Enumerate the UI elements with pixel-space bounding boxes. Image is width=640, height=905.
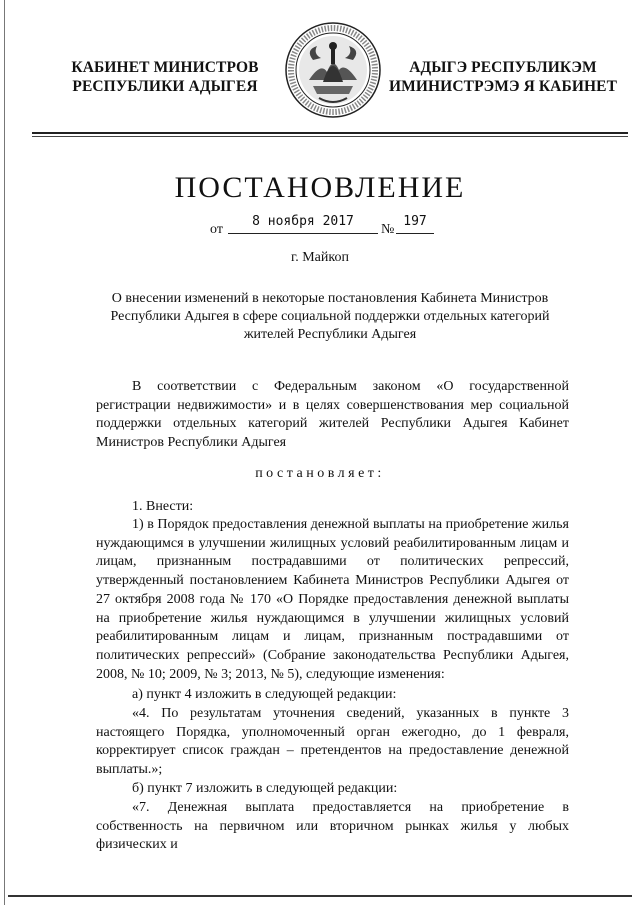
header-rule <box>32 132 628 134</box>
subitem-b-text: «7. Денежная выплата предоставляется на приобретение в собственность на первичном или вторичном рынках жилья у любых физических и <box>96 800 569 853</box>
number-sign: № <box>381 222 395 237</box>
coat-of-arms-emblem <box>283 20 383 120</box>
header-right <box>388 58 618 96</box>
scan-bottom-edge <box>8 895 632 897</box>
preamble-paragraph: В соответствии с Федеральным законом «О государственной регистрации недвижимости» и в целях совершенствования мер социальной поддержки отдельных категорий жителей Республики Адыгея Кабинет Министров Республики Адыгея <box>96 379 569 451</box>
date-prefix: от <box>210 222 223 237</box>
document-number: 197 <box>396 214 434 234</box>
header-left-line1: КАБИНЕТ МИНИСТРОВ <box>71 59 259 76</box>
decree-word: постановляет: <box>255 466 385 481</box>
header-right-line1: АДЫГЭ РЕСПУБЛИКЭМ <box>409 59 597 76</box>
header-left-line2: РЕСПУБЛИКИ АДЫГЕЯ <box>72 78 258 95</box>
header-rule-thin <box>32 136 628 137</box>
city: г. Майкоп <box>291 250 349 265</box>
item-1-1: 1) в Порядок предоставления денежной выплаты на приобретение жилья нуждающимся в улучшении жилищных условий реабилитированным лицам и лицам, признанным пострадавшими от политических репрессий, утвержденный постановлением Кабинета Министров Республики Адыгея от 27 октября 2008 года № 170 «О Порядке предоставления денежной выплаты на приобретение жилья нуждающимся в улучшении жилищных условий реабилитированным лицам и лицам, признанным пострадавшими от политических репрессий» (Собрание законодательства Республики Адыгея, 2008, № 10; 2009, № 3; 2013, № 5), следующие изменения: <box>96 517 569 682</box>
document-title: ПОСТАНОВЛЕНИЕ <box>174 171 466 204</box>
document-subject: О внесении изменений в некоторые постановления Кабинета Министров Республики Адыгея в сфере социальной поддержки отдельных категорий жителей Республики Адыгея <box>110 291 550 342</box>
subitem-b: б) пункт 7 изложить в следующей редакции: <box>132 781 398 796</box>
header-right-line2: ИМИНИСТРЭМЭ Я КАБИНЕТ <box>388 78 618 95</box>
scan-edge <box>4 0 5 905</box>
subitem-a-text: «4. По результатам уточнения сведений, указанных в пункте 3 настоящего Порядка, уполномоченный орган ежегодно, до 1 февраля, корректирует список граждан – претендентов на предоставление денежной выплаты.»; <box>96 706 569 778</box>
header-left <box>60 58 270 96</box>
item-1: 1. Внести: <box>132 499 194 514</box>
subitem-a: а) пункт 4 изложить в следующей редакции: <box>132 687 397 702</box>
document-date: 8 ноября 2017 <box>228 214 378 234</box>
